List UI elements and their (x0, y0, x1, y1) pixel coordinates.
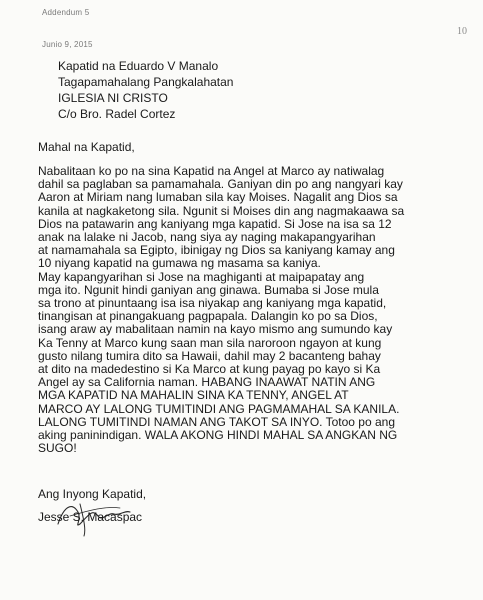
addendum-label: Addendum 5 (42, 8, 90, 17)
signer-name: Jesse S. Macaspac (38, 510, 143, 524)
body-line: LALONG TUMITINDI NAMAN ANG TAKOT SA INYO. Totoo po ang (38, 414, 396, 429)
body-line: tinangisan at pinangakuang pagpapala. Dalangin ko po sa Dios, (38, 309, 378, 324)
body-line: isang araw ay mabalitaan namin na kayo mismo ang sumundo kay (38, 322, 393, 337)
body-line: 10 niyang kapatid na gumawa ng masama sa kaniya. (38, 256, 321, 271)
body-line: dahil sa paglaban sa pamamahala. Ganiyan din po ang nangyari kay (38, 177, 403, 192)
body-line: SUGO! (38, 441, 77, 456)
closing: Ang Inyong Kapatid, (38, 487, 147, 501)
body-line: MGA KAPATID NA MAHALIN SINA KA TENNY, ANGEL AT (38, 388, 349, 403)
body-line: sa trono at pinuntaang isa isa niyakap ang kaniyang mga kapatid, (38, 296, 387, 311)
body-line: at namamahala sa Egipto, ibinigay ng Dios sa kaniyang kamay ang (38, 243, 395, 258)
body-line: May kapangyarihan si Jose na maghiganti at maipapatay ang (38, 269, 365, 284)
letter-date: Junio 9, 2015 (42, 40, 93, 49)
salutation: Mahal na Kapatid, (38, 140, 135, 154)
body-line: mga ito. Ngunit hindi ganiyan ang ginawa. Bumaba si Jose mula (38, 282, 379, 297)
recipient-block (58, 58, 233, 122)
body-line: Dios na patawarin ang kaniyang mga kapatid. Si Jose na isa sa 12 (38, 216, 392, 231)
body-line: Angel ay sa California naman. HABANG INAAWAT NATIN ANG (38, 375, 376, 390)
recipient-line: Kapatid na Eduardo V Manalo (58, 59, 219, 73)
body-line: at dito na madedestino si Ka Marco at kung payag po kayo si Ka (38, 362, 381, 377)
recipient-line: IGLESIA NI CRISTO (58, 91, 168, 105)
letter-body (38, 165, 448, 455)
body-line: MARCO AY LALONG TUMITINDI ANG PAGMAMAHAL SA KANILA. (38, 401, 400, 416)
body-line: Ka Tenny at Marco kung saan man sila naroroon ngayon at kung (38, 335, 382, 350)
body-line: Aaron at Miriam nang lumaban sila kay Moises. Nagalit ang Dios sa (38, 190, 398, 205)
page-number: 10 (457, 26, 467, 37)
body-line: Nabalitaan ko po na sina Kapatid na Angel at Marco ay natiwalag (38, 164, 385, 178)
recipient-line: C/o Bro. Radel Cortez (58, 107, 176, 121)
body-line: kanila at nagkaketong sila. Ngunit si Moises din ang nagmakaawa sa (38, 203, 405, 218)
body-line: aking paninindigan. WALA AKONG HINDI MAHAL SA ANGKAN NG (38, 428, 398, 443)
recipient-line: Tagapamahalang Pangkalahatan (58, 75, 234, 89)
body-line: gusto nilang tumira dito sa Hawaii, dahil may 2 bacanteng bahay (38, 348, 381, 363)
body-line: anak na lalake ni Jacob, nang siya ay naging makapangyarihan (38, 230, 376, 245)
